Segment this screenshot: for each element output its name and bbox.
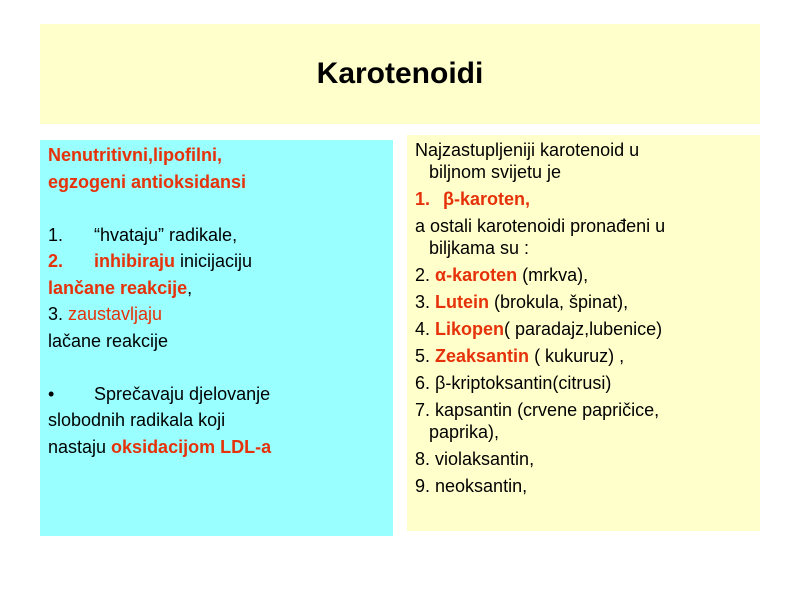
left-panel xyxy=(40,140,393,536)
item-highlight: inhibiraju xyxy=(94,251,175,271)
item-number: 5. xyxy=(415,346,436,366)
right-item-1 xyxy=(415,188,760,210)
right-item-9: 9. neoksantin, xyxy=(415,476,528,496)
bullet-text: nastaju xyxy=(48,436,112,457)
item-text: β-kriptoksantin(citrusi) xyxy=(435,373,612,393)
right-intro xyxy=(415,139,760,183)
item-number: 2. xyxy=(415,265,436,285)
right-panel xyxy=(407,135,760,531)
right-others xyxy=(415,215,760,259)
spacer xyxy=(48,354,393,381)
right-item-5 xyxy=(415,345,760,367)
item-text: , xyxy=(187,277,193,298)
spacer xyxy=(48,195,393,222)
item-highlight: zaustavljaju xyxy=(68,304,163,324)
right-item-4 xyxy=(415,318,760,340)
slide-title: Karotenoidi xyxy=(316,57,484,90)
left-item-3-cont: lačane reakcije xyxy=(48,330,169,351)
right-item-6 xyxy=(415,372,760,394)
right-intro-line1: Najzastupljeniji karotenoid u xyxy=(415,140,640,160)
right-others-line1: a ostali karotenoidi pronađeni u xyxy=(415,216,666,236)
item-highlight: Likopen xyxy=(435,319,505,339)
item-number: 3. xyxy=(48,304,69,324)
item-number: 3. xyxy=(415,292,436,312)
item-highlight: β-karoten, xyxy=(443,189,531,209)
left-item-2 xyxy=(48,248,393,275)
right-item-7-line2: paprika), xyxy=(429,422,500,442)
left-heading-line1: Nenutritivni,lipofilni, xyxy=(48,145,222,165)
item-text: (brokula, špinat), xyxy=(489,292,629,312)
left-bullet-line3 xyxy=(48,434,393,461)
bullet-icon: • xyxy=(48,383,55,404)
bullet-text: Sprečavaju djelovanje xyxy=(94,383,271,404)
left-item-3 xyxy=(48,301,393,328)
item-number: 4. xyxy=(415,319,436,339)
right-intro-line2: biljnom svijetu je xyxy=(429,162,562,182)
right-item-8: 8. violaksantin, xyxy=(415,449,535,469)
item-number: 1. xyxy=(48,224,64,245)
right-item-3 xyxy=(415,291,760,313)
bullet-highlight: oksidacijom LDL-a xyxy=(111,436,272,457)
item-text: inicijaciju xyxy=(175,251,253,271)
title-panel xyxy=(40,24,760,124)
left-item-2-cont xyxy=(48,275,393,302)
right-item-7-line1: 7. kapsantin (crvene papričice, xyxy=(415,400,660,420)
left-bullet-line2: slobodnih radikala koji xyxy=(48,410,226,430)
item-number: 1. xyxy=(415,189,431,209)
left-heading-line2: egzogeni antioksidansi xyxy=(48,171,247,192)
item-number: 2. xyxy=(48,251,64,271)
item-highlight: α-karoten xyxy=(435,265,518,285)
item-highlight: Lutein xyxy=(435,292,490,312)
item-text: ( kukuruz) , xyxy=(529,346,625,366)
item-text: (mrkva), xyxy=(517,265,589,285)
item-highlight: lančane reakcije xyxy=(48,277,188,298)
right-item-2 xyxy=(415,264,760,286)
left-bullet xyxy=(48,381,393,408)
right-others-line2: biljkama su : xyxy=(429,238,530,258)
item-highlight: Zeaksantin xyxy=(435,346,530,366)
left-item-1 xyxy=(48,222,393,249)
item-text: ( paradajz,lubenice) xyxy=(504,319,663,339)
item-text: “hvataju” radikale, xyxy=(94,224,238,245)
item-number: 6. xyxy=(415,373,436,393)
right-item-7 xyxy=(415,399,760,443)
